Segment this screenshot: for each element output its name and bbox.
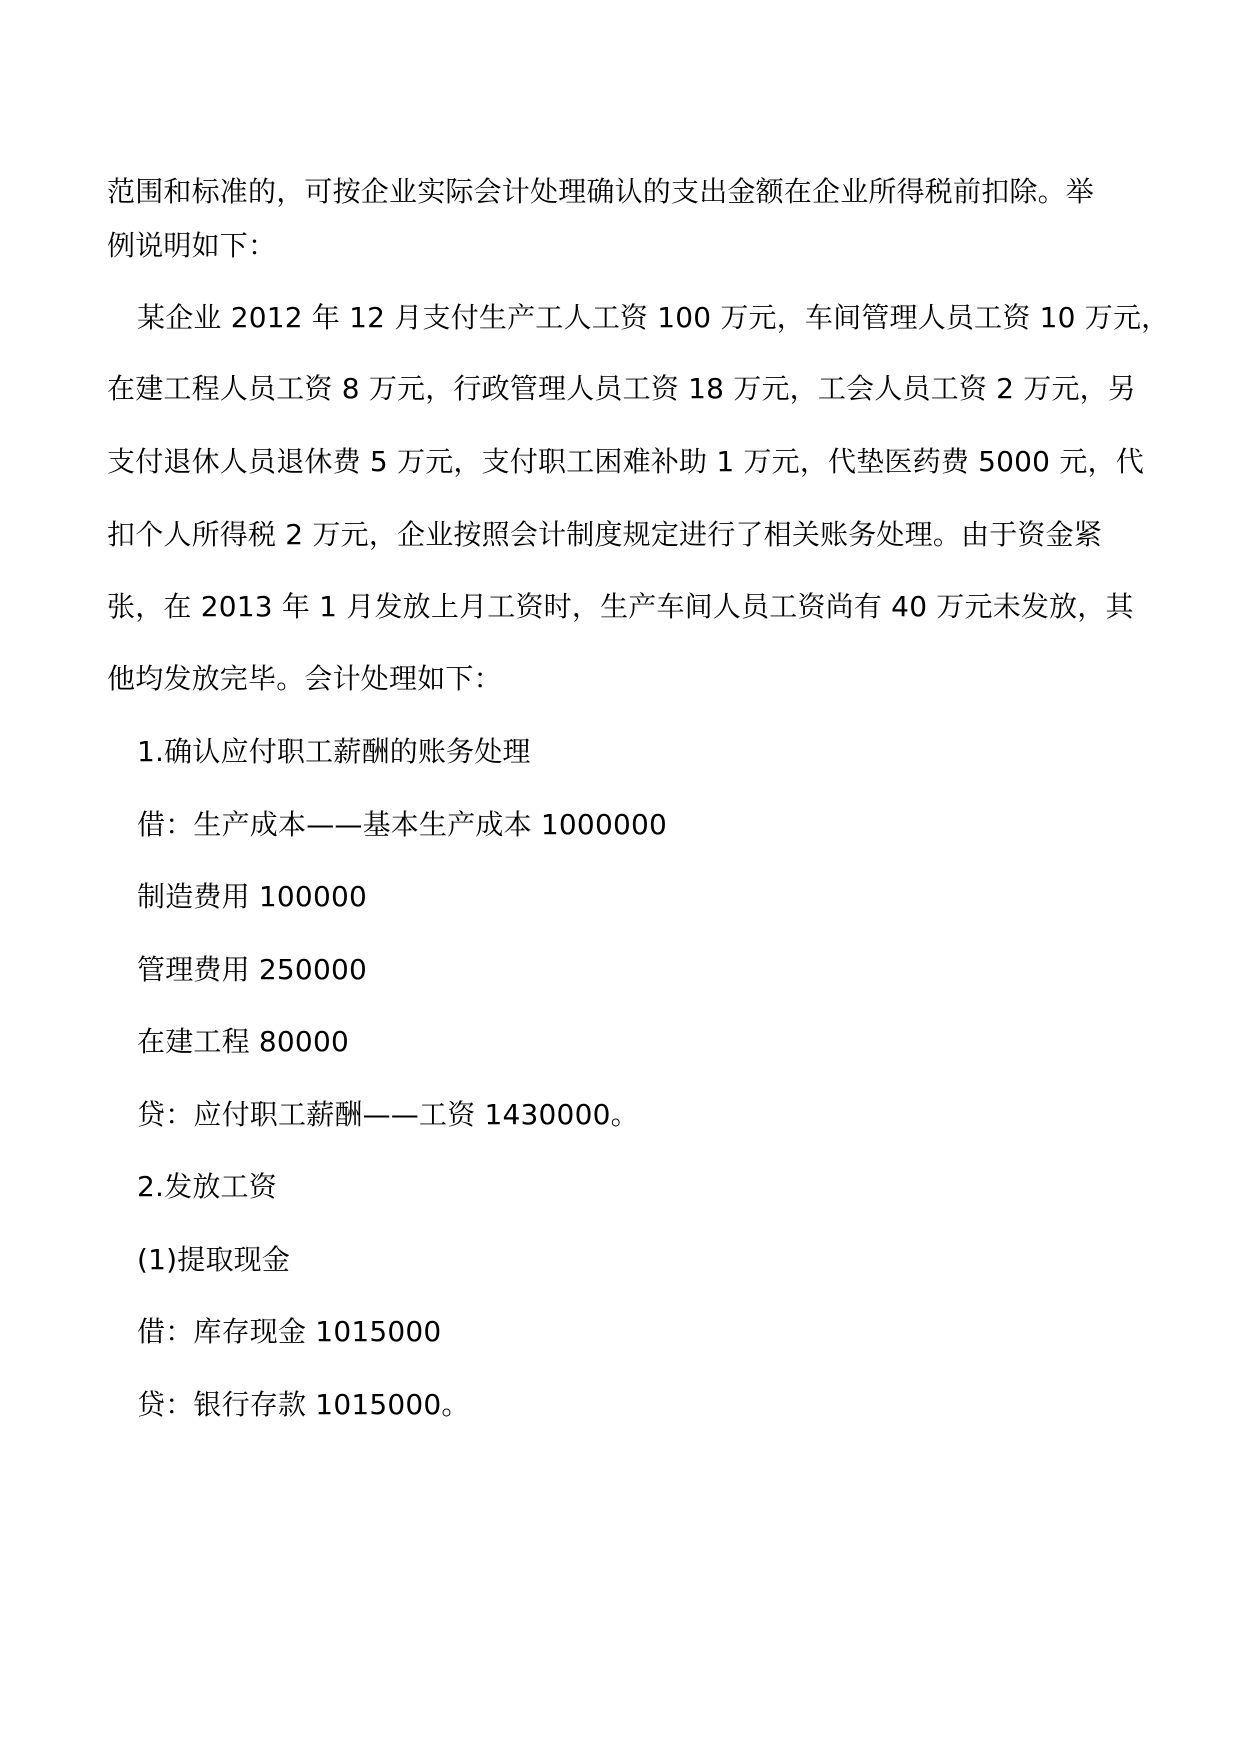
paragraph-line: 张，在 2013 年 1 月发放上月工资时，生产车间人员工资尚有 40 万元未发放，其 [107, 590, 1134, 623]
section-heading: 2.发放工资 [137, 1170, 277, 1203]
journal-entry-line: 管理费用 250000 [137, 953, 367, 986]
paragraph-line: 他均发放完毕。会计处理如下： [107, 662, 502, 695]
section-heading: 1.确认应付职工薪酬的账务处理 [137, 735, 531, 768]
journal-entry-line: 借：生产成本——基本生产成本 1000000 [137, 808, 668, 841]
paragraph-line: 支付退休人员退休费 5 万元，支付职工困难补助 1 万元，代垫医药费 5000 元，代 [107, 445, 1144, 478]
subsection-heading: (1)提取现金 [137, 1243, 291, 1276]
paragraph-line: 某企业 2012 年 12 月支付生产工人工资 100 万元，车间管理人员工资 10 万元， [137, 301, 1170, 334]
journal-entry-line: 贷：应付职工薪酬——工资 1430000。 [137, 1098, 639, 1131]
journal-entry-line: 制造费用 100000 [137, 880, 367, 913]
journal-entry-line: 借：库存现金 1015000 [137, 1315, 442, 1348]
paragraph-line: 范围和标准的，可按企业实际会计处理确认的支出金额在企业所得税前扣除。举 [107, 175, 1095, 208]
journal-entry-line: 在建工程 80000 [137, 1025, 349, 1058]
paragraph-line: 例说明如下： [107, 229, 277, 262]
paragraph-line: 扣个人所得税 2 万元，企业按照会计制度规定进行了相关账务处理。由于资金紧 [107, 518, 1103, 551]
paragraph-line: 在建工程人员工资 8 万元，行政管理人员工资 18 万元，工会人员工资 2 万元，另 [107, 372, 1137, 405]
journal-entry-line: 贷：银行存款 1015000。 [137, 1388, 470, 1421]
